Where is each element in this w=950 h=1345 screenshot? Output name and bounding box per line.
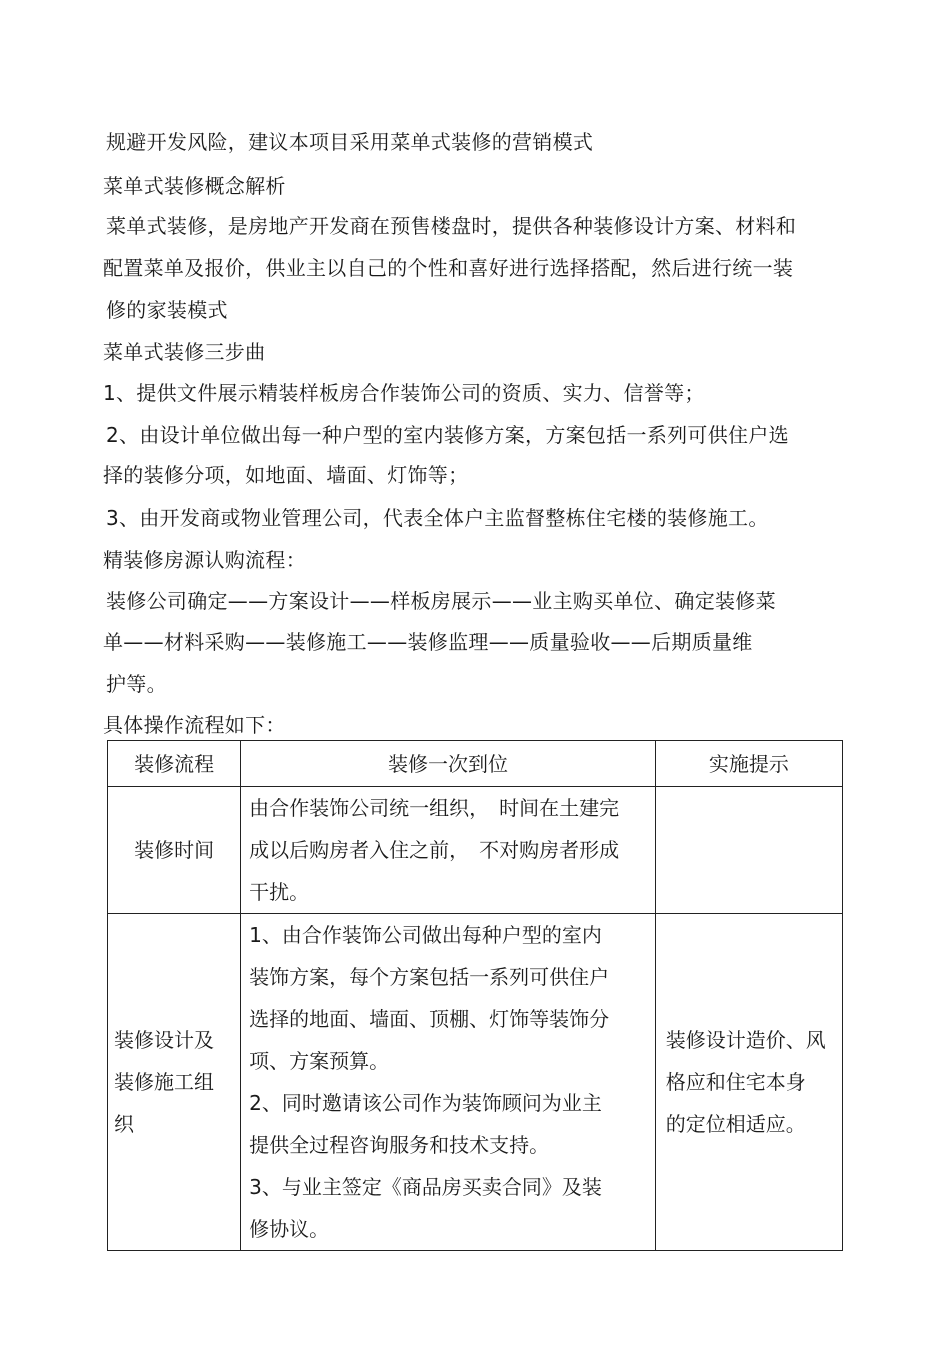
paragraph-definition-line3: 修的家装模式 xyxy=(106,298,228,322)
table-header-row xyxy=(108,741,843,787)
detail-line: 装饰方案，每个方案包括一系列可供住户 xyxy=(249,965,610,989)
tip-line: 的定位相适应。 xyxy=(665,1112,806,1136)
header-tips: 实施提示 xyxy=(655,741,842,787)
heading-three-steps: 菜单式装修三步曲 xyxy=(103,340,266,364)
heading-menu-concept: 菜单式装修概念解析 xyxy=(103,174,286,198)
detail-line: 项、方案预算。 xyxy=(249,1049,390,1073)
detail-line: 干扰。 xyxy=(249,880,310,904)
purchase-flow-line3: 护等。 xyxy=(106,672,167,696)
detail-line: 提供全过程咨询服务和技术支持。 xyxy=(249,1133,550,1157)
heading-operation-flow: 具体操作流程如下： xyxy=(103,713,286,737)
purchase-flow-line1: 装修公司确定——方案设计——样板房展示——业主购买单位、确定装修菜 xyxy=(106,589,776,613)
process-cell: 装修时间 xyxy=(108,787,241,914)
process-line: 装修施工组 xyxy=(114,1070,214,1094)
step-1: 1、提供文件展示精装样板房合作装饰公司的资质、实力、信誉等； xyxy=(103,381,705,405)
process-cell xyxy=(108,914,241,1251)
tip-line: 装修设计造价、风 xyxy=(665,1028,826,1052)
detail-line: 修协议。 xyxy=(249,1217,330,1241)
tip-line: 格应和住宅本身 xyxy=(665,1070,806,1094)
header-one-step: 装修一次到位 xyxy=(241,741,656,787)
heading-purchase-flow: 精装修房源认购流程： xyxy=(103,548,306,572)
table-row xyxy=(108,787,843,914)
detail-cell xyxy=(241,914,656,1251)
process-line: 装修设计及 xyxy=(114,1028,214,1052)
detail-line: 1、由合作装饰公司做出每种户型的室内 xyxy=(249,923,602,947)
tip-cell xyxy=(655,787,842,914)
purchase-flow-line2: 单——材料采购——装修施工——装修监理——质量验收——后期质量维 xyxy=(103,630,753,654)
detail-line: 由合作装饰公司统一组织， 时间在土建完 xyxy=(249,796,620,820)
detail-line: 选择的地面、墙面、顶棚、灯饰等装饰分 xyxy=(249,1007,610,1031)
detail-line: 2、同时邀请该公司作为装饰顾问为业主 xyxy=(249,1091,602,1115)
step-2-line1: 2、由设计单位做出每一种户型的室内装修方案，方案包括一系列可供住户选 xyxy=(106,423,789,447)
process-line: 织 xyxy=(114,1112,134,1136)
detail-line: 成以后购房者入住之前， 不对购房者形成 xyxy=(249,838,620,862)
detail-cell xyxy=(241,787,656,914)
paragraph-definition-line1: 菜单式装修，是房地产开发商在预售楼盘时，提供各种装修设计方案、材料和 xyxy=(106,214,797,238)
table-row xyxy=(108,914,843,1251)
tip-cell xyxy=(655,914,842,1251)
detail-line: 3、与业主签定《商品房买卖合同》及装 xyxy=(249,1175,602,1199)
operation-flow-table xyxy=(107,740,843,1251)
paragraph-intro: 规避开发风险，建议本项目采用菜单式装修的营销模式 xyxy=(106,130,594,154)
header-process: 装修流程 xyxy=(108,741,241,787)
step-3: 3、由开发商或物业管理公司，代表全体户主监督整栋住宅楼的装修施工。 xyxy=(106,506,769,530)
step-2-line2: 择的装修分项，如地面、墙面、灯饰等； xyxy=(103,463,469,487)
paragraph-definition-line2: 配置菜单及报价，供业主以自己的个性和喜好进行选择搭配，然后进行统一装 xyxy=(103,256,794,280)
